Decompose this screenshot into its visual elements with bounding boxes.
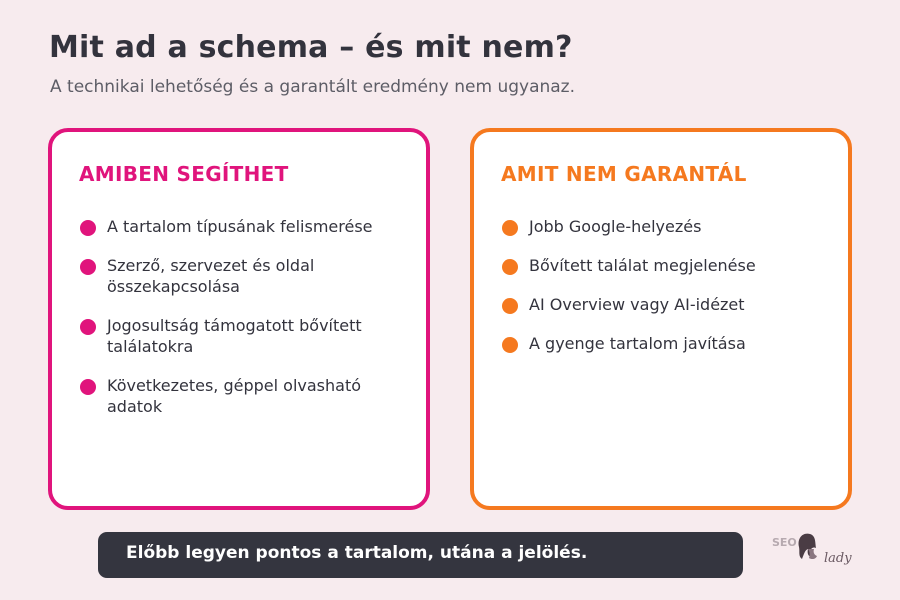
footer-text: Előbb legyen pontos a tartalom, utána a jelölés. [126, 543, 588, 563]
bullet-dot-icon [80, 379, 96, 395]
list-item [501, 294, 826, 315]
svg-text:lady: lady [824, 551, 852, 566]
footer-callout [98, 532, 743, 578]
page-title: Mit ad a schema – és mit nem? [49, 30, 573, 65]
bullet-dot-icon [502, 298, 518, 314]
list-item [501, 333, 826, 354]
list-item-text: Jogosultság támogatott bővített találatokra [107, 316, 362, 356]
list-item-text: A tartalom típusának felismerése [107, 217, 373, 236]
page-subtitle: A technikai lehetőség és a garantált eredmény nem ugyanaz. [50, 77, 576, 97]
card-heading: AMIT NEM GARANTÁL [501, 162, 747, 186]
bullet-dot-icon [80, 220, 96, 236]
bullet-dot-icon [80, 319, 96, 335]
list-item-text: Bővített találat megjelenése [529, 256, 756, 275]
list-item [79, 315, 404, 357]
bullet-dot-icon [502, 259, 518, 275]
list-item-text: AI Overview vagy AI-idézet [529, 295, 745, 314]
bullet-dot-icon [502, 337, 518, 353]
seo-lady-logo [772, 528, 852, 572]
list-item [501, 255, 826, 276]
list-item-text: Következetes, géppel olvasható adatok [107, 376, 362, 416]
bullet-dot-icon [502, 220, 518, 236]
card-not-guaranteed [470, 128, 852, 510]
list-item [79, 255, 404, 297]
list-item [79, 375, 404, 417]
list-item-text: A gyenge tartalom javítása [529, 334, 746, 353]
list-item-text: Jobb Google-helyezés [529, 217, 702, 236]
card-heading: AMIBEN SEGÍTHET [79, 162, 289, 186]
list-item [79, 216, 404, 237]
svg-text:SEO: SEO [772, 536, 797, 549]
bullet-dot-icon [80, 259, 96, 275]
card-helps [48, 128, 430, 510]
list-item-text: Szerző, szervezet és oldal összekapcsolása [107, 256, 315, 296]
list-item [501, 216, 826, 237]
woman-silhouette-icon [799, 534, 817, 559]
benefit-list [79, 216, 404, 435]
limitation-list [501, 216, 826, 372]
